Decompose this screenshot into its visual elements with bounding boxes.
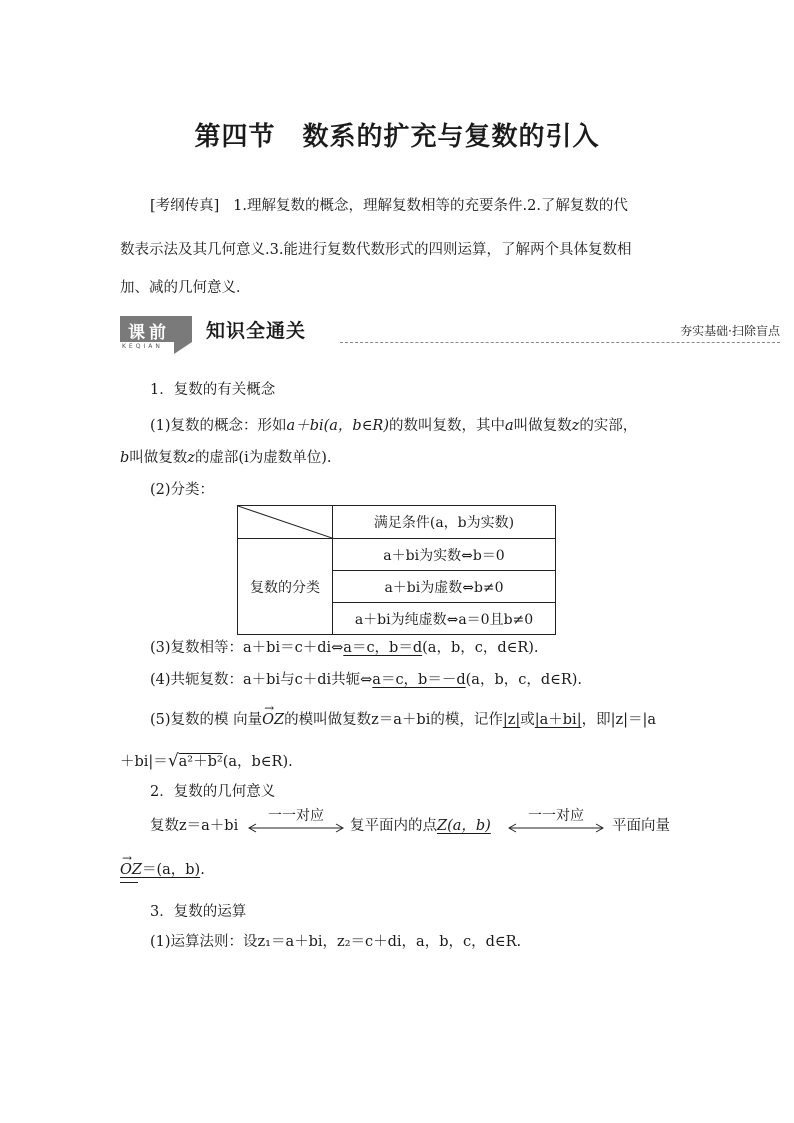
s1-conjugate <box>150 668 582 689</box>
correspondence-arrow-2 <box>506 808 606 838</box>
correspondence-arrow-1 <box>246 808 346 838</box>
arrow-label-2: 一一对应 <box>528 808 584 824</box>
concept-expr: a＋bi(a，b∈R) <box>286 418 390 434</box>
banner-slogan: 夯实基础·扫除盲点 <box>680 324 780 338</box>
banner-heading: 知识全通关 <box>206 320 307 342</box>
intro-line-3: 加、减的几何意义． <box>120 280 251 296</box>
s1-concept-line-1 <box>150 414 637 435</box>
modulus-text-d: ＋bi|＝ <box>120 754 168 770</box>
modulus-answer-2: |a＋bi| <box>534 712 582 728</box>
double-arrow-icon <box>246 822 346 834</box>
intro-tag: [考纲传真] <box>150 198 220 214</box>
concept-text-b: 的数叫复数，其中 <box>389 418 506 434</box>
sqrt-radicand: a²＋b² <box>178 754 223 770</box>
intro-text-1: 1.理解复数的概念，理解复数相等的充要条件.2.了解复数的代 <box>233 198 628 214</box>
modulus-or: 或 <box>520 712 535 728</box>
banner-tag-box <box>120 316 192 342</box>
conjugate-text-b: (a，b，c，d∈R). <box>465 672 583 688</box>
concept-text-e: 叫做复数 <box>129 450 188 466</box>
banner-divider <box>340 342 780 343</box>
conjugate-text-a: (4)共轭复数：a＋bi与c＋di共轭⇔ <box>150 672 373 688</box>
equality-text-b: (a，b，c，d∈R). <box>422 640 539 656</box>
s1-classification: (2)分类： <box>150 482 215 498</box>
s1-heading: 1．复数的有关概念 <box>150 382 276 398</box>
equality-answer: a＝c，b＝d <box>343 640 423 656</box>
banner-tag: 课前 <box>128 323 170 343</box>
s2-line-1-b <box>350 814 491 835</box>
vector-arrow-icon: → <box>264 701 275 715</box>
double-arrow-icon <box>506 822 606 834</box>
table-row-label: 复数的分类 <box>238 539 333 635</box>
concept-var-z2: z <box>187 450 195 466</box>
modulus-vector <box>262 701 285 728</box>
modulus-sqrt <box>168 750 223 771</box>
s2-heading: 2．复数的几何意义 <box>150 784 276 800</box>
classification-table <box>237 505 556 635</box>
section-banner <box>120 316 780 356</box>
banner-tag-tail <box>174 342 192 354</box>
intro-line-2: 数表示法及其几何意义.3.能进行复数代数形式的四则运算，了解两个具体复数相 <box>120 242 632 258</box>
s3-rules: (1)运算法则：设z₁＝a＋bi，z₂＝c＋di，a，b，c，d∈R. <box>150 934 522 950</box>
vector-value: ＝(a，b) <box>141 862 201 878</box>
concept-text-f: 的虚部(i为虚数单位). <box>194 450 332 466</box>
table-header: 满足条件(a，b为实数) <box>333 506 556 539</box>
table-row-pure-imaginary: a＋bi为纯虚数⇔a＝0且b≠0 <box>333 603 556 635</box>
arrow-label-1: 一一对应 <box>268 808 324 824</box>
intro-line-1 <box>150 194 628 215</box>
point-text: 复平面内的点 <box>350 818 437 834</box>
point-answer: Z(a，b) <box>437 818 491 834</box>
vector-label: OZ <box>120 862 142 878</box>
page-title: 第四节 数系的扩充与复数的引入 <box>194 122 600 152</box>
modulus-text-e: (a，b∈R). <box>222 754 293 770</box>
modulus-vector-label: OZ <box>262 712 285 728</box>
s1-modulus-line-2 <box>120 750 293 771</box>
s1-modulus-line-1 <box>150 701 657 729</box>
s1-concept-line-2 <box>120 446 332 467</box>
concept-text-d: 的实部， <box>579 418 638 434</box>
s2-line-2 <box>120 851 205 879</box>
s3-heading: 3．复数的运算 <box>150 904 247 920</box>
table-row-imaginary: a＋bi为虚数⇔b≠0 <box>333 571 556 603</box>
conjugate-answer: a＝c，b＝－d <box>372 672 466 688</box>
concept-var-a: a <box>505 418 514 434</box>
equality-text-a: (3)复数相等：a＋bi＝c＋di⇔ <box>150 640 344 656</box>
modulus-text-c: ，即|z|＝|a <box>581 712 657 728</box>
s2-line-1-a: 复数z＝a＋bi <box>150 818 239 834</box>
modulus-text-b: 的模叫做复数z＝a＋bi的模，记作 <box>284 712 503 728</box>
banner-pinyin: KEQIAN <box>122 343 163 350</box>
concept-text-a: (1)复数的概念：形如 <box>150 418 287 434</box>
concept-text-c: 叫做复数 <box>513 418 572 434</box>
table-corner <box>238 506 333 539</box>
concept-var-b: b <box>120 450 130 466</box>
modulus-answer-1: |z| <box>502 712 521 728</box>
vector-end: . <box>200 862 205 878</box>
modulus-text-a: (5)复数的模 向量 <box>150 712 263 728</box>
vector-answer <box>120 851 201 878</box>
table-row-real: a＋bi为实数⇔b＝0 <box>333 539 556 571</box>
sqrt-icon: √ <box>167 751 179 771</box>
corner-diagonal <box>238 506 332 538</box>
s2-line-1-c: 平面向量 <box>612 818 670 834</box>
vector-underline-mark <box>120 882 138 883</box>
s1-equality <box>150 636 539 657</box>
concept-var-z: z <box>571 418 580 434</box>
vector-arrow-icon: → <box>122 851 133 865</box>
